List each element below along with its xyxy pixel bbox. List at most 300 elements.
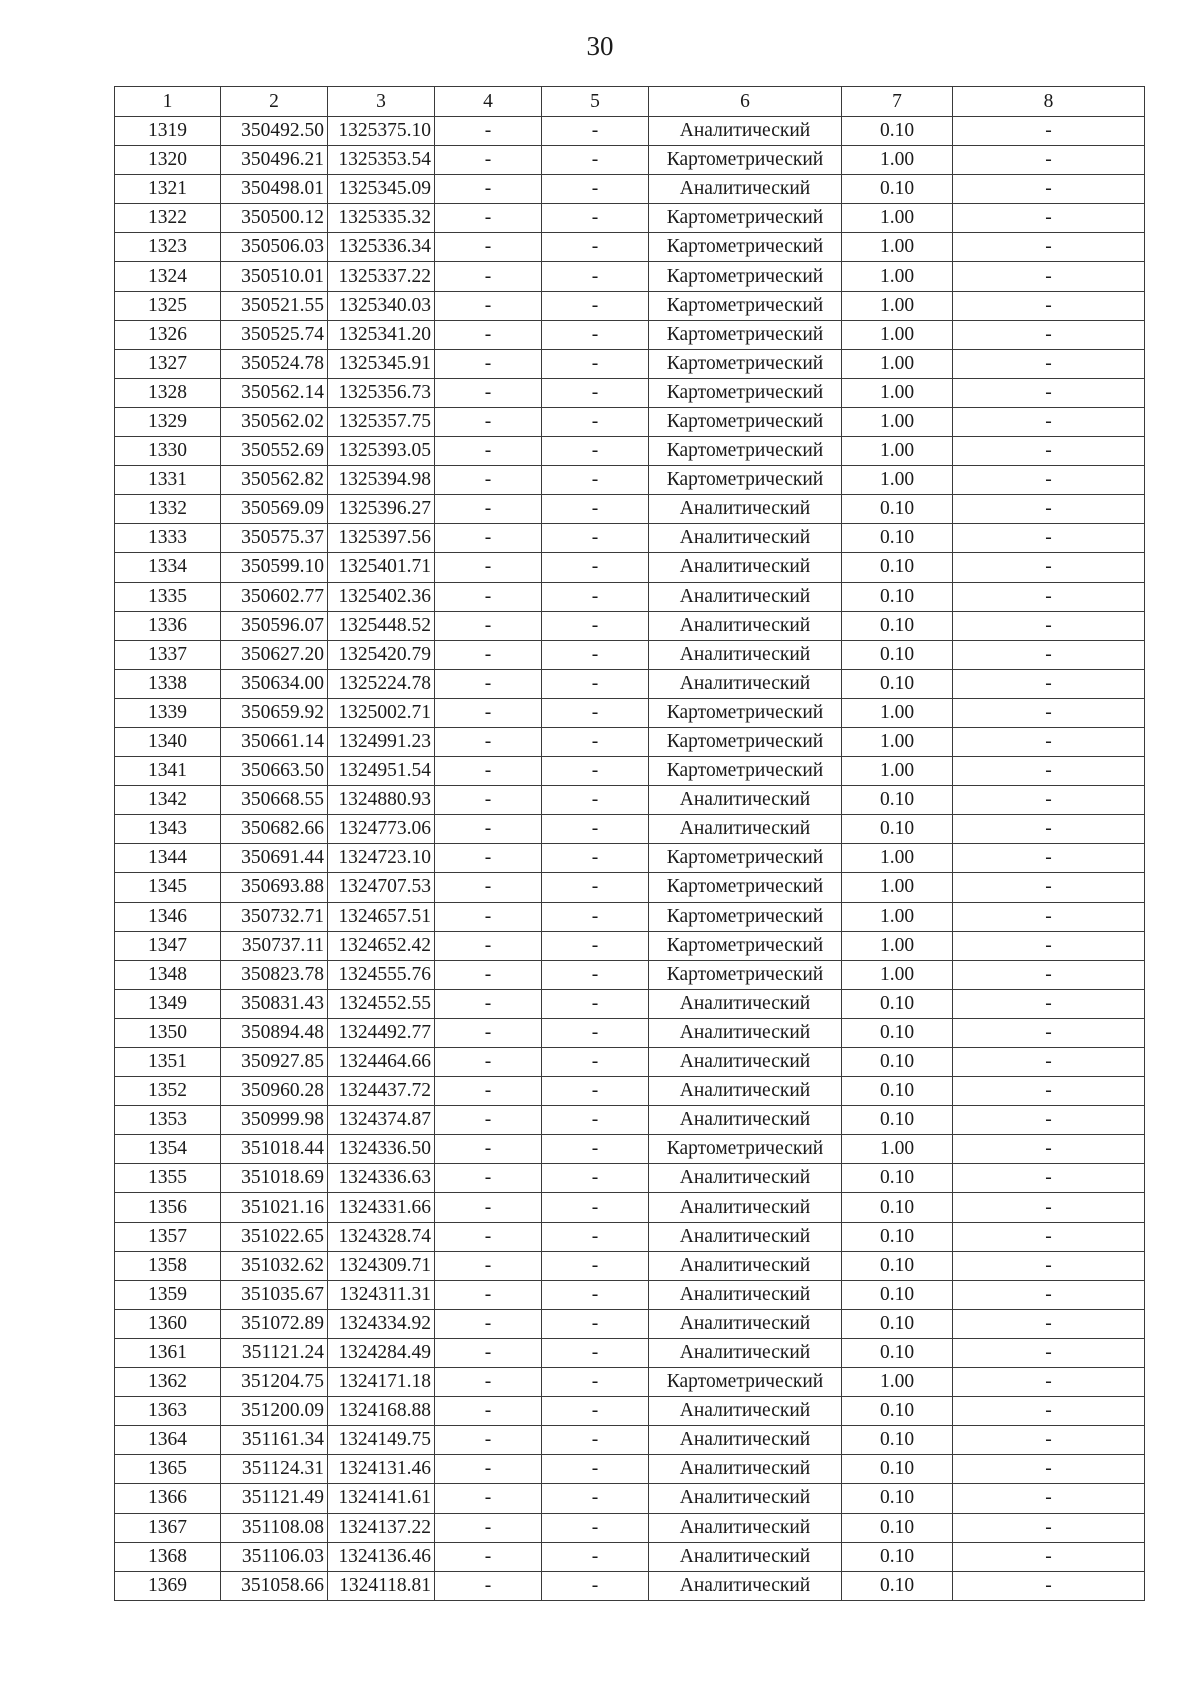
method-cell: Аналитический	[649, 815, 842, 844]
accuracy-cell: 1.00	[842, 437, 953, 466]
x-coordinate-cell: 350599.10	[221, 553, 328, 582]
x-coordinate-cell: 350823.78	[221, 960, 328, 989]
column-5-cell: -	[542, 117, 649, 146]
column-5-cell: -	[542, 1251, 649, 1280]
column-4-cell: -	[435, 466, 542, 495]
point-number-cell: 1360	[115, 1309, 221, 1338]
column-4-cell: -	[435, 640, 542, 669]
x-coordinate-cell: 351035.67	[221, 1280, 328, 1309]
table-row	[115, 378, 1145, 407]
point-number-cell: 1332	[115, 495, 221, 524]
column-5-cell: -	[542, 1338, 649, 1367]
column-8-cell: -	[953, 1077, 1145, 1106]
column-8-cell: -	[953, 1309, 1145, 1338]
table-row	[115, 786, 1145, 815]
point-number-cell: 1365	[115, 1455, 221, 1484]
table-row	[115, 640, 1145, 669]
point-number-cell: 1368	[115, 1542, 221, 1571]
point-number-cell: 1328	[115, 378, 221, 407]
method-cell: Аналитический	[649, 640, 842, 669]
column-5-cell: -	[542, 698, 649, 727]
table-row	[115, 524, 1145, 553]
column-8-cell: -	[953, 786, 1145, 815]
column-5-cell: -	[542, 931, 649, 960]
x-coordinate-cell: 351161.34	[221, 1426, 328, 1455]
column-8-cell: -	[953, 611, 1145, 640]
accuracy-cell: 0.10	[842, 815, 953, 844]
table-row	[115, 1018, 1145, 1047]
point-number-cell: 1331	[115, 466, 221, 495]
y-coordinate-cell: 1324492.77	[328, 1018, 435, 1047]
y-coordinate-cell: 1324723.10	[328, 844, 435, 873]
table-row	[115, 1164, 1145, 1193]
column-4-cell: -	[435, 175, 542, 204]
column-5-cell: -	[542, 786, 649, 815]
column-header-3: 3	[328, 87, 435, 117]
method-cell: Картометрический	[649, 262, 842, 291]
column-5-cell: -	[542, 902, 649, 931]
y-coordinate-cell: 1325345.91	[328, 349, 435, 378]
accuracy-cell: 0.10	[842, 1018, 953, 1047]
accuracy-cell: 0.10	[842, 1513, 953, 1542]
y-coordinate-cell: 1324137.22	[328, 1513, 435, 1542]
y-coordinate-cell: 1325341.20	[328, 320, 435, 349]
table-row	[115, 146, 1145, 175]
x-coordinate-cell: 350737.11	[221, 931, 328, 960]
x-coordinate-cell: 350627.20	[221, 640, 328, 669]
table-row	[115, 117, 1145, 146]
point-number-cell: 1345	[115, 873, 221, 902]
column-5-cell: -	[542, 1426, 649, 1455]
column-5-cell: -	[542, 815, 649, 844]
table-header	[115, 87, 1145, 117]
y-coordinate-cell: 1325393.05	[328, 437, 435, 466]
y-coordinate-cell: 1325397.56	[328, 524, 435, 553]
method-cell: Аналитический	[649, 989, 842, 1018]
accuracy-cell: 1.00	[842, 727, 953, 756]
y-coordinate-cell: 1324707.53	[328, 873, 435, 902]
y-coordinate-cell: 1324118.81	[328, 1571, 435, 1600]
accuracy-cell: 0.10	[842, 1280, 953, 1309]
table-row	[115, 553, 1145, 582]
column-8-cell: -	[953, 1426, 1145, 1455]
accuracy-cell: 0.10	[842, 1542, 953, 1571]
table-row	[115, 175, 1145, 204]
point-number-cell: 1340	[115, 727, 221, 756]
column-5-cell: -	[542, 1368, 649, 1397]
point-number-cell: 1351	[115, 1048, 221, 1077]
y-coordinate-cell: 1324309.71	[328, 1251, 435, 1280]
table-row	[115, 233, 1145, 262]
column-5-cell: -	[542, 757, 649, 786]
column-8-cell: -	[953, 320, 1145, 349]
table-row	[115, 960, 1145, 989]
x-coordinate-cell: 350562.02	[221, 407, 328, 436]
method-cell: Аналитический	[649, 175, 842, 204]
point-number-cell: 1322	[115, 204, 221, 233]
column-5-cell: -	[542, 1222, 649, 1251]
accuracy-cell: 0.10	[842, 582, 953, 611]
column-header-1: 1	[115, 87, 221, 117]
column-8-cell: -	[953, 407, 1145, 436]
point-number-cell: 1364	[115, 1426, 221, 1455]
y-coordinate-cell: 1325356.73	[328, 378, 435, 407]
method-cell: Аналитический	[649, 1397, 842, 1426]
column-5-cell: -	[542, 873, 649, 902]
column-8-cell: -	[953, 117, 1145, 146]
column-4-cell: -	[435, 117, 542, 146]
table-row	[115, 844, 1145, 873]
column-4-cell: -	[435, 437, 542, 466]
column-8-cell: -	[953, 902, 1145, 931]
column-5-cell: -	[542, 960, 649, 989]
column-4-cell: -	[435, 727, 542, 756]
x-coordinate-cell: 350510.01	[221, 262, 328, 291]
table-row	[115, 1513, 1145, 1542]
y-coordinate-cell: 1324331.66	[328, 1193, 435, 1222]
column-4-cell: -	[435, 902, 542, 931]
y-coordinate-cell: 1325394.98	[328, 466, 435, 495]
point-number-cell: 1367	[115, 1513, 221, 1542]
column-8-cell: -	[953, 1542, 1145, 1571]
point-number-cell: 1344	[115, 844, 221, 873]
x-coordinate-cell: 350999.98	[221, 1106, 328, 1135]
column-5-cell: -	[542, 1048, 649, 1077]
x-coordinate-cell: 351018.69	[221, 1164, 328, 1193]
accuracy-cell: 0.10	[842, 669, 953, 698]
column-4-cell: -	[435, 669, 542, 698]
table-row	[115, 320, 1145, 349]
column-4-cell: -	[435, 204, 542, 233]
y-coordinate-cell: 1324951.54	[328, 757, 435, 786]
table-row	[115, 1571, 1145, 1600]
column-4-cell: -	[435, 1077, 542, 1106]
accuracy-cell: 0.10	[842, 1397, 953, 1426]
column-4-cell: -	[435, 1222, 542, 1251]
column-5-cell: -	[542, 553, 649, 582]
column-8-cell: -	[953, 1338, 1145, 1367]
method-cell: Картометрический	[649, 902, 842, 931]
accuracy-cell: 1.00	[842, 204, 953, 233]
accuracy-cell: 1.00	[842, 1368, 953, 1397]
column-8-cell: -	[953, 1048, 1145, 1077]
column-4-cell: -	[435, 989, 542, 1018]
method-cell: Картометрический	[649, 204, 842, 233]
column-8-cell: -	[953, 495, 1145, 524]
column-4-cell: -	[435, 786, 542, 815]
accuracy-cell: 1.00	[842, 349, 953, 378]
method-cell: Аналитический	[649, 1338, 842, 1367]
column-8-cell: -	[953, 291, 1145, 320]
x-coordinate-cell: 350659.92	[221, 698, 328, 727]
y-coordinate-cell: 1325340.03	[328, 291, 435, 320]
accuracy-cell: 1.00	[842, 757, 953, 786]
x-coordinate-cell: 350596.07	[221, 611, 328, 640]
x-coordinate-cell: 350732.71	[221, 902, 328, 931]
table-row	[115, 757, 1145, 786]
accuracy-cell: 1.00	[842, 291, 953, 320]
point-number-cell: 1350	[115, 1018, 221, 1047]
table-row	[115, 495, 1145, 524]
y-coordinate-cell: 1325002.71	[328, 698, 435, 727]
column-5-cell: -	[542, 611, 649, 640]
x-coordinate-cell: 351018.44	[221, 1135, 328, 1164]
header-row	[115, 87, 1145, 117]
column-8-cell: -	[953, 378, 1145, 407]
accuracy-cell: 0.10	[842, 1309, 953, 1338]
point-number-cell: 1324	[115, 262, 221, 291]
x-coordinate-cell: 350569.09	[221, 495, 328, 524]
x-coordinate-cell: 350525.74	[221, 320, 328, 349]
column-8-cell: -	[953, 698, 1145, 727]
x-coordinate-cell: 351106.03	[221, 1542, 328, 1571]
x-coordinate-cell: 350691.44	[221, 844, 328, 873]
column-5-cell: -	[542, 640, 649, 669]
column-header-8: 8	[953, 87, 1145, 117]
x-coordinate-cell: 350831.43	[221, 989, 328, 1018]
point-number-cell: 1339	[115, 698, 221, 727]
table-row	[115, 727, 1145, 756]
column-8-cell: -	[953, 1571, 1145, 1600]
column-8-cell: -	[953, 233, 1145, 262]
column-8-cell: -	[953, 669, 1145, 698]
column-8-cell: -	[953, 175, 1145, 204]
y-coordinate-cell: 1325396.27	[328, 495, 435, 524]
method-cell: Аналитический	[649, 1077, 842, 1106]
x-coordinate-cell: 350562.14	[221, 378, 328, 407]
method-cell: Аналитический	[649, 553, 842, 582]
column-4-cell: -	[435, 1426, 542, 1455]
y-coordinate-cell: 1324552.55	[328, 989, 435, 1018]
column-4-cell: -	[435, 1135, 542, 1164]
method-cell: Аналитический	[649, 495, 842, 524]
column-4-cell: -	[435, 291, 542, 320]
table-row	[115, 291, 1145, 320]
column-4-cell: -	[435, 1368, 542, 1397]
table-row	[115, 669, 1145, 698]
accuracy-cell: 0.10	[842, 524, 953, 553]
y-coordinate-cell: 1324464.66	[328, 1048, 435, 1077]
column-4-cell: -	[435, 1309, 542, 1338]
column-4-cell: -	[435, 698, 542, 727]
y-coordinate-cell: 1325402.36	[328, 582, 435, 611]
table-row	[115, 262, 1145, 291]
x-coordinate-cell: 350552.69	[221, 437, 328, 466]
method-cell: Аналитический	[649, 1280, 842, 1309]
accuracy-cell: 0.10	[842, 611, 953, 640]
column-4-cell: -	[435, 611, 542, 640]
x-coordinate-cell: 350562.82	[221, 466, 328, 495]
accuracy-cell: 1.00	[842, 407, 953, 436]
point-number-cell: 1354	[115, 1135, 221, 1164]
column-5-cell: -	[542, 524, 649, 553]
method-cell: Картометрический	[649, 320, 842, 349]
column-4-cell: -	[435, 1164, 542, 1193]
table-body	[115, 117, 1145, 1601]
column-4-cell: -	[435, 524, 542, 553]
accuracy-cell: 1.00	[842, 320, 953, 349]
point-number-cell: 1348	[115, 960, 221, 989]
accuracy-cell: 1.00	[842, 146, 953, 175]
y-coordinate-cell: 1325420.79	[328, 640, 435, 669]
accuracy-cell: 1.00	[842, 1135, 953, 1164]
column-4-cell: -	[435, 1484, 542, 1513]
table-row	[115, 1397, 1145, 1426]
point-number-cell: 1366	[115, 1484, 221, 1513]
accuracy-cell: 0.10	[842, 1338, 953, 1367]
method-cell: Аналитический	[649, 1193, 842, 1222]
column-8-cell: -	[953, 640, 1145, 669]
point-number-cell: 1342	[115, 786, 221, 815]
column-4-cell: -	[435, 349, 542, 378]
column-4-cell: -	[435, 1251, 542, 1280]
column-header-7: 7	[842, 87, 953, 117]
column-5-cell: -	[542, 989, 649, 1018]
x-coordinate-cell: 351124.31	[221, 1455, 328, 1484]
column-8-cell: -	[953, 1368, 1145, 1397]
column-8-cell: -	[953, 437, 1145, 466]
column-5-cell: -	[542, 204, 649, 233]
table-row	[115, 437, 1145, 466]
method-cell: Аналитический	[649, 669, 842, 698]
y-coordinate-cell: 1325357.75	[328, 407, 435, 436]
method-cell: Картометрический	[649, 146, 842, 175]
column-4-cell: -	[435, 553, 542, 582]
column-8-cell: -	[953, 1135, 1145, 1164]
y-coordinate-cell: 1324555.76	[328, 960, 435, 989]
y-coordinate-cell: 1324657.51	[328, 902, 435, 931]
method-cell: Аналитический	[649, 1571, 842, 1600]
point-number-cell: 1358	[115, 1251, 221, 1280]
y-coordinate-cell: 1325345.09	[328, 175, 435, 204]
table-row	[115, 1222, 1145, 1251]
x-coordinate-cell: 350960.28	[221, 1077, 328, 1106]
x-coordinate-cell: 351058.66	[221, 1571, 328, 1600]
accuracy-cell: 0.10	[842, 1571, 953, 1600]
accuracy-cell: 0.10	[842, 1222, 953, 1251]
x-coordinate-cell: 351121.24	[221, 1338, 328, 1367]
method-cell: Картометрический	[649, 727, 842, 756]
x-coordinate-cell: 351072.89	[221, 1309, 328, 1338]
point-number-cell: 1346	[115, 902, 221, 931]
column-8-cell: -	[953, 873, 1145, 902]
column-8-cell: -	[953, 1164, 1145, 1193]
accuracy-cell: 1.00	[842, 844, 953, 873]
column-5-cell: -	[542, 1106, 649, 1135]
accuracy-cell: 1.00	[842, 873, 953, 902]
column-5-cell: -	[542, 1280, 649, 1309]
y-coordinate-cell: 1325337.22	[328, 262, 435, 291]
method-cell: Картометрический	[649, 960, 842, 989]
table-row	[115, 1542, 1145, 1571]
column-4-cell: -	[435, 931, 542, 960]
column-4-cell: -	[435, 582, 542, 611]
y-coordinate-cell: 1324880.93	[328, 786, 435, 815]
method-cell: Картометрический	[649, 437, 842, 466]
point-number-cell: 1327	[115, 349, 221, 378]
column-5-cell: -	[542, 582, 649, 611]
accuracy-cell: 0.10	[842, 640, 953, 669]
method-cell: Аналитический	[649, 1106, 842, 1135]
column-8-cell: -	[953, 553, 1145, 582]
x-coordinate-cell: 351121.49	[221, 1484, 328, 1513]
column-4-cell: -	[435, 757, 542, 786]
column-5-cell: -	[542, 233, 649, 262]
column-5-cell: -	[542, 669, 649, 698]
y-coordinate-cell: 1324334.92	[328, 1309, 435, 1338]
x-coordinate-cell: 350498.01	[221, 175, 328, 204]
point-number-cell: 1320	[115, 146, 221, 175]
method-cell: Аналитический	[649, 524, 842, 553]
column-4-cell: -	[435, 1397, 542, 1426]
method-cell: Аналитический	[649, 1484, 842, 1513]
column-5-cell: -	[542, 495, 649, 524]
point-number-cell: 1347	[115, 931, 221, 960]
column-4-cell: -	[435, 1018, 542, 1047]
y-coordinate-cell: 1324131.46	[328, 1455, 435, 1484]
y-coordinate-cell: 1324336.63	[328, 1164, 435, 1193]
accuracy-cell: 0.10	[842, 1426, 953, 1455]
column-4-cell: -	[435, 1513, 542, 1542]
column-8-cell: -	[953, 960, 1145, 989]
table-row	[115, 873, 1145, 902]
point-number-cell: 1355	[115, 1164, 221, 1193]
method-cell: Аналитический	[649, 1251, 842, 1280]
method-cell: Картометрический	[649, 407, 842, 436]
column-8-cell: -	[953, 262, 1145, 291]
column-5-cell: -	[542, 466, 649, 495]
accuracy-cell: 0.10	[842, 1455, 953, 1484]
y-coordinate-cell: 1324149.75	[328, 1426, 435, 1455]
column-8-cell: -	[953, 1222, 1145, 1251]
column-5-cell: -	[542, 1513, 649, 1542]
column-5-cell: -	[542, 175, 649, 204]
point-number-cell: 1321	[115, 175, 221, 204]
accuracy-cell: 0.10	[842, 1048, 953, 1077]
column-5-cell: -	[542, 1397, 649, 1426]
column-8-cell: -	[953, 815, 1145, 844]
accuracy-cell: 0.10	[842, 1193, 953, 1222]
accuracy-cell: 0.10	[842, 495, 953, 524]
column-5-cell: -	[542, 1077, 649, 1106]
column-4-cell: -	[435, 320, 542, 349]
method-cell: Картометрический	[649, 378, 842, 407]
method-cell: Картометрический	[649, 1368, 842, 1397]
column-5-cell: -	[542, 1018, 649, 1047]
x-coordinate-cell: 350927.85	[221, 1048, 328, 1077]
column-8-cell: -	[953, 1484, 1145, 1513]
y-coordinate-cell: 1324311.31	[328, 1280, 435, 1309]
x-coordinate-cell: 350682.66	[221, 815, 328, 844]
point-number-cell: 1326	[115, 320, 221, 349]
accuracy-cell: 0.10	[842, 175, 953, 204]
table-row	[115, 815, 1145, 844]
column-4-cell: -	[435, 815, 542, 844]
table-row	[115, 931, 1145, 960]
table-row	[115, 698, 1145, 727]
point-number-cell: 1329	[115, 407, 221, 436]
column-5-cell: -	[542, 1135, 649, 1164]
y-coordinate-cell: 1324374.87	[328, 1106, 435, 1135]
point-number-cell: 1362	[115, 1368, 221, 1397]
accuracy-cell: 1.00	[842, 960, 953, 989]
method-cell: Картометрический	[649, 931, 842, 960]
x-coordinate-cell: 350521.55	[221, 291, 328, 320]
y-coordinate-cell: 1325336.34	[328, 233, 435, 262]
point-number-cell: 1336	[115, 611, 221, 640]
x-coordinate-cell: 350663.50	[221, 757, 328, 786]
accuracy-cell: 0.10	[842, 1251, 953, 1280]
